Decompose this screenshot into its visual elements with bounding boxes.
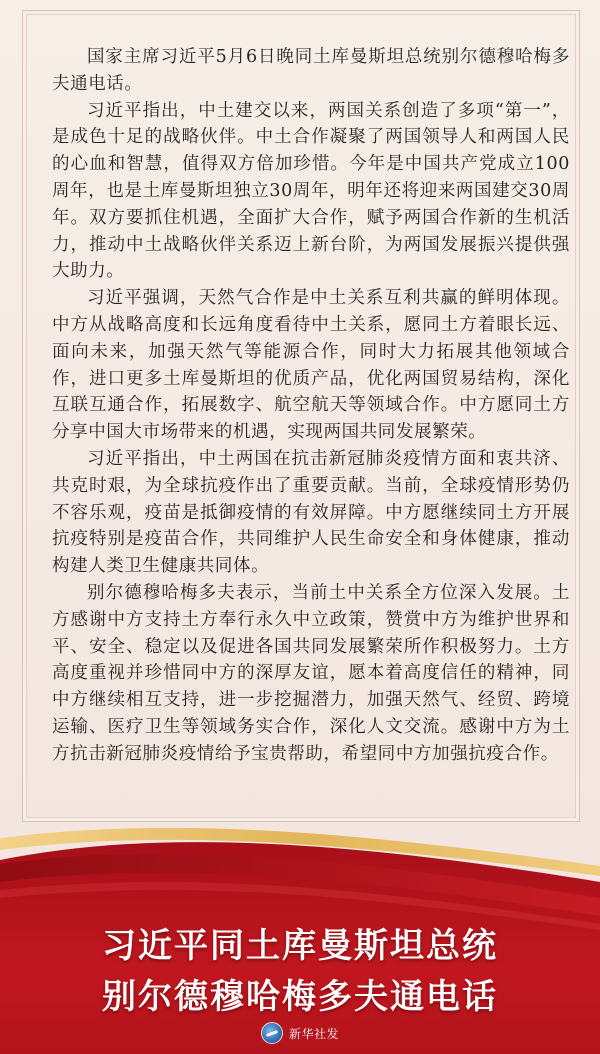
article-body (52, 44, 570, 768)
headline-line-1: 习近平同土库曼斯坦总统 (102, 926, 498, 966)
paragraph-2: 习近平指出，中土建交以来，两国关系创造了多项“第一”，是成色十足的战略伙伴。中土合作凝聚了两国领导人和两国人民的心血和智慧，值得双方倍加珍惜。今年是中国共产党成立100周年，也是土库曼斯坦独立30周年，明年还将迎来两国建交30周年。双方要抓住机遇，全面扩大合作，赋予两国合作新的生机活力，推动中土战略伙伴关系迈上新台阶，为两国发展振兴提供强大助力。 (52, 100, 570, 282)
paragraph-5: 别尔德穆哈梅多夫表示，当前土中关系全方位深入发展。土方感谢中方支持土方奉行永久中立政策，赞赏中方为维护世界和平、安全、稳定以及促进各国共同发展繁荣所作积极努力。土方高度重视并珍惜同中方的深厚友谊，愿本着高度信任的精神，同中方继续相互支持，进一步挖掘潜力，加强天然气、经贸、跨境运输、医疗卫生等领域务实合作，深化人文交流。感谢中方为土方抗击新冠肺炎疫情给予宝贵帮助，希望同中方加强抗疫合作。 (52, 582, 570, 764)
paragraph-3: 习近平强调，天然气合作是中土关系互利共赢的鲜明体现。中方从战略高度和长远角度看待中土关系，愿同土方着眼长远、面向未来，加强天然气等能源合作，同时大力拓展其他领域合作，进口更多土库曼斯坦的优质产品，优化两国贸易结构，深化互联互通合作，拓展数字、航空航天等领域合作。中方愿同土方分享中国大市场带来的机遇，实现两国共同发展繁荣。 (52, 288, 570, 443)
title-banner (0, 820, 600, 1054)
headline-line-2: 别尔德穆哈梅多夫通电话 (102, 977, 498, 1017)
paragraph-4: 习近平指出，中土两国在抗击新冠肺炎疫情方面和衷共济、共克时艰，为全球抗疫作出了重要贡献。当前，全球疫情形势仍不容乐观，疫苗是抵御疫情的有效屏障。中方愿继续同土方开展抗疫特别是疫苗合作，共同维护人民生命安全和身体健康，推动构建人类卫生健康共同体。 (52, 448, 570, 577)
xinhua-logo-icon (261, 1022, 283, 1044)
paragraph-1: 国家主席习近平5月6日晚同土库曼斯坦总统别尔德穆哈梅多夫通电话。 (52, 47, 570, 94)
agency-credit-text: 新华社发 (288, 1026, 339, 1041)
agency-credit (0, 1022, 600, 1044)
